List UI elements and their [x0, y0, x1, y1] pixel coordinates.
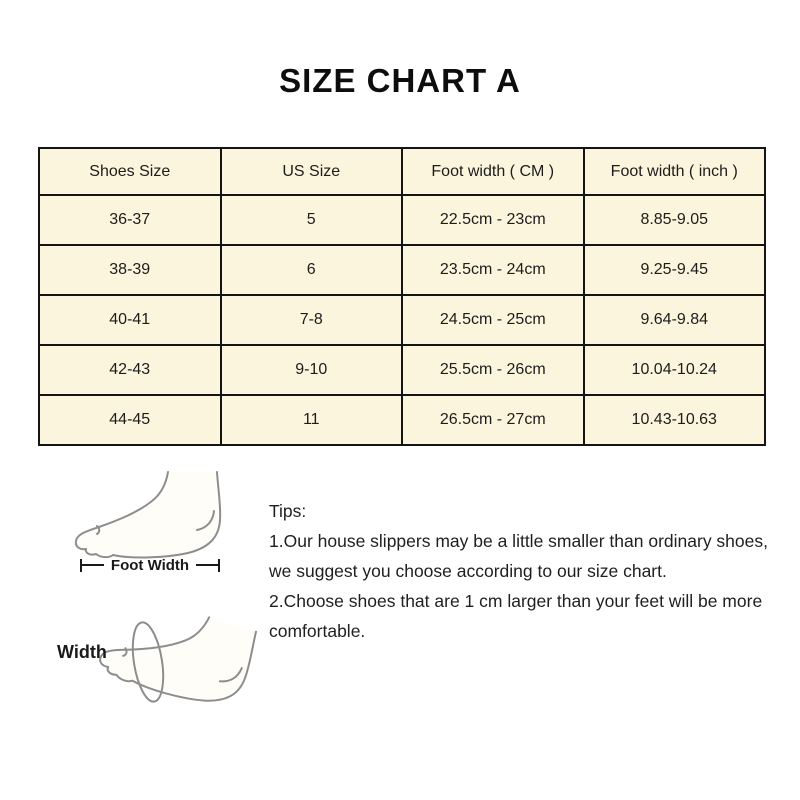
size-chart-table [38, 147, 766, 446]
tips-block [269, 496, 779, 646]
table-header-row [39, 148, 765, 195]
table-row [39, 345, 765, 395]
table-row [39, 295, 765, 345]
foot-width-measure [80, 556, 220, 574]
header-foot-width-inch: Foot width ( inch ) [584, 148, 766, 195]
table-cell: 5 [221, 195, 403, 245]
table-cell: 9-10 [221, 345, 403, 395]
measure-tick-right [218, 559, 220, 572]
header-us-size: US Size [221, 148, 403, 195]
width-label: Width [57, 642, 107, 662]
table-cell: 36-37 [39, 195, 221, 245]
table-row [39, 395, 765, 445]
table-cell: 23.5cm - 24cm [402, 245, 584, 295]
table-cell: 40-41 [39, 295, 221, 345]
table-cell: 9.25-9.45 [584, 245, 766, 295]
table-cell: 11 [221, 395, 403, 445]
table-cell: 9.64-9.84 [584, 295, 766, 345]
foot-girth-illustration [84, 596, 264, 714]
measure-line-left [82, 564, 104, 566]
tip-item-2: 2.Choose shoes that are 1 cm larger than your feet will be more comfortable. [269, 591, 763, 641]
table-cell: 22.5cm - 23cm [402, 195, 584, 245]
table-cell: 42-43 [39, 345, 221, 395]
table-cell: 6 [221, 245, 403, 295]
tip-item-1: 1.Our house slippers may be a little smaller than ordinary shoes, we suggest you choose according to our size chart. [269, 531, 768, 581]
table-cell: 10.43-10.63 [584, 395, 766, 445]
table-cell: 38-39 [39, 245, 221, 295]
header-foot-width-cm: Foot width ( CM ) [402, 148, 584, 195]
table-cell: 24.5cm - 25cm [402, 295, 584, 345]
measure-line-right [196, 564, 218, 566]
table-cell: 44-45 [39, 395, 221, 445]
table-row [39, 245, 765, 295]
foot-width-label: Foot Width [110, 556, 190, 574]
table-cell: 10.04-10.24 [584, 345, 766, 395]
table-row [39, 195, 765, 245]
tips-heading: Tips: [269, 501, 307, 521]
table-cell: 25.5cm - 26cm [402, 345, 584, 395]
header-shoes-size: Shoes Size [39, 148, 221, 195]
table-cell: 8.85-9.05 [584, 195, 766, 245]
table-cell: 26.5cm - 27cm [402, 395, 584, 445]
table-cell: 7-8 [221, 295, 403, 345]
page-title: SIZE CHART A [279, 62, 521, 99]
foot-side-view-illustration [70, 470, 232, 560]
